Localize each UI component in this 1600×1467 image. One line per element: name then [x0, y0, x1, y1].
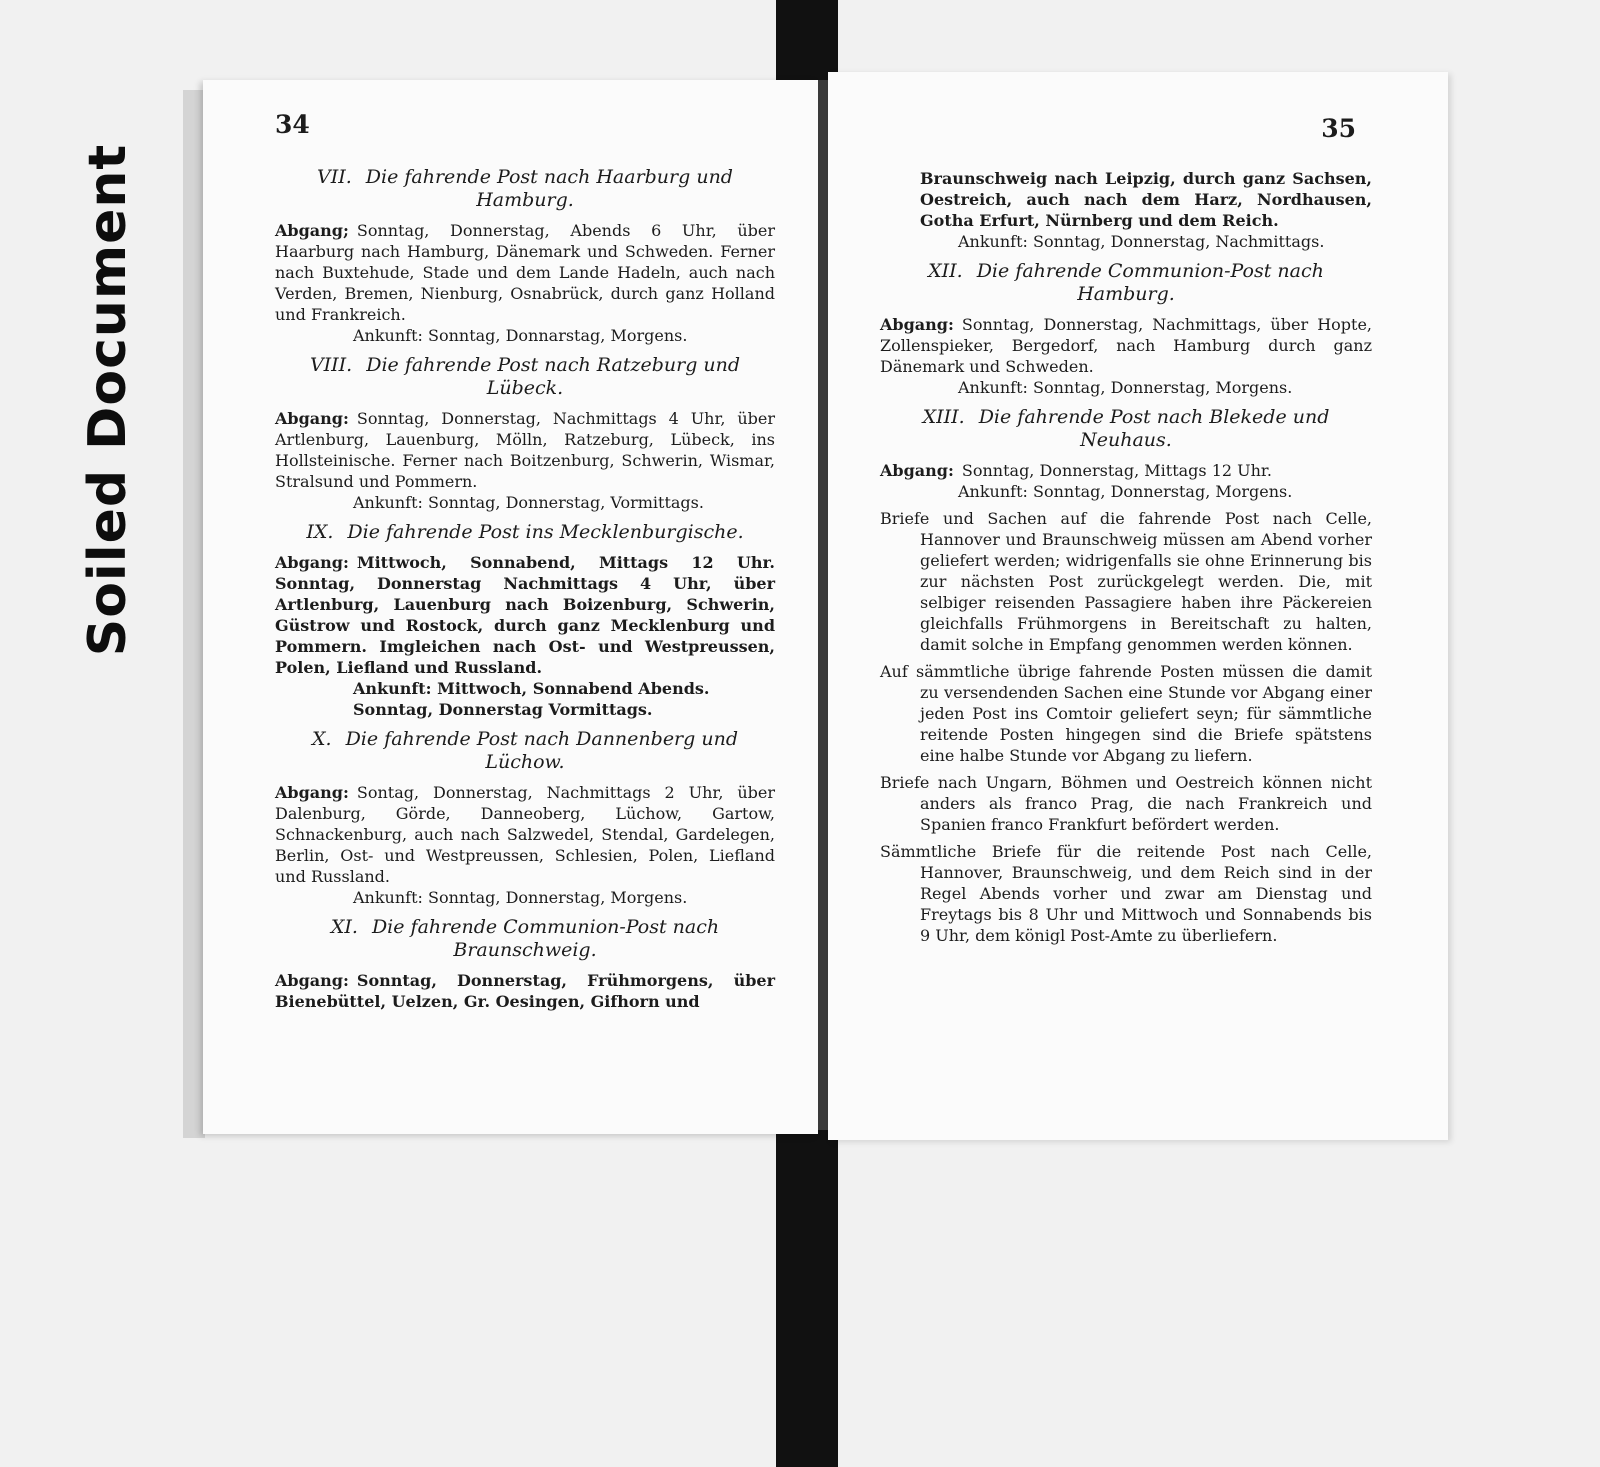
arrival-entry: Ankunft: Sonntag, Donnarstag, Morgens. [353, 326, 688, 345]
note-paragraph: Sämmtliche Briefe für die reitende Post nach Celle, Hannover, Braunschweig, und dem Reich sind in der Regel Abends vorher und zwar am Dienstag und Freytags bis 8 Uhr und Mittwoch und Sonnabends bis 9 Uhr, dem königl Post-Amte zu überliefern. [880, 842, 1372, 945]
section-heading: XIII. Die fahrende Post nach Blekede und Neuhaus. [922, 406, 1330, 451]
left-page [203, 80, 818, 1134]
departure-entry: Abgang; Sonntag, Donnerstag, Abends 6 Uhr, über Haarburg nach Hamburg, Dänemark und Schweden. Ferner nach Buxtehude, Stade und dem Lande Hadeln, auch nach Verden, Bremen, Nienburg, Osnabrück, durch ganz Holland und Frankreich. [275, 221, 775, 324]
section-heading: XI. Die fahrende Communion-Post nach Braunschweig. [330, 916, 720, 961]
arrival-entry: Ankunft: Sonntag, Donnerstag, Morgens. [958, 482, 1293, 501]
right-page-text [880, 168, 1372, 952]
section-heading: VII. Die fahrende Post nach Haarburg und Hamburg. [317, 166, 733, 211]
right-page [828, 72, 1448, 1140]
note-paragraph: Briefe nach Ungarn, Böhmen und Oestreich können nicht anders als franco Prag, die nach Frankreich und Spanien franco Frankfurt befördert werden. [880, 773, 1372, 834]
section-heading: VIII. Die fahrende Post nach Ratzeburg und Lübeck. [309, 354, 741, 399]
departure-entry: Abgang: Sonntag, Donnerstag, Nachmittags, über Hopte, Zollenspieker, Bergedorf, nach Hamburg durch ganz Dänemark und Schweden. [880, 315, 1372, 376]
departure-entry: Abgang: Sonntag, Donnerstag, Nachmittags 4 Uhr, über Artlenburg, Lauenburg, Mölln, Ratzeburg, Lübeck, ins Hollsteinische. Ferner nach Boitzenburg, Schwerin, Wismar, Stralsund und Pommern. [275, 409, 775, 491]
book-edge [183, 90, 205, 1138]
departure-entry: Abgang: Sonntag, Donnerstag, Frühmorgens, über Bienebüttel, Uelzen, Gr. Oesingen, Gifhorn und [275, 971, 775, 1011]
page-number-right: 35 [1321, 114, 1356, 143]
arrival-entry: Ankunft: Sonntag, Donnerstag, Nachmittags. [958, 232, 1325, 251]
note-paragraph: Briefe und Sachen auf die fahrende Post nach Celle, Hannover und Braunschweig müssen am Abend vorher geliefert werden; widrigenfalls sie ohne Erinnerung bis zur nächsten Post zurückgelegt werden. Die, mit selbiger reisenden Passagiere haben ihre Päckereien gleichfalls Frühmorgens in Bereitschaft zu halten, damit solche in Empfang genommen werden können. [880, 509, 1372, 654]
departure-entry: Abgang: Sonntag, Donnerstag, Mittags 12 Uhr. [880, 461, 1272, 480]
departure-entry: Abgang: Mittwoch, Sonnabend, Mittags 12 Uhr. Sonntag, Donnerstag Nachmittags 4 Uhr, über Artlenburg, Lauenburg nach Boizenburg, Schwerin, Güstrow und Rostock, durch ganz Mecklenburg und Pommern. Imgleichen nach Ost- und Westpreussen, Polen, Liefland und Russland. [275, 553, 775, 677]
spine-gutter [818, 80, 828, 1130]
departure-entry: Abgang: Sontag, Donnerstag, Nachmittags 2 Uhr, über Dalenburg, Görde, Danneoberg, Lüchow, Gartow, Schnackenburg, auch nach Salzwedel, Stendal, Gardelegen, Berlin, Ost- und Westpreussen, Schlesien, Polen, Liefland und Russland. [275, 783, 775, 886]
page-number-left: 34 [275, 110, 310, 139]
section-heading: XII. Die fahrende Communion-Post nach Hamburg. [928, 260, 1324, 305]
left-page-text [275, 158, 775, 1012]
spine-top [776, 0, 838, 80]
continuation-text: Braunschweig nach Leipzig, durch ganz Sachsen, Oestreich, auch nach dem Harz, Nordhausen, Gotha Erfurt, Nürnberg und dem Reich. [920, 169, 1372, 230]
arrival-entry: Ankunft: Sonntag, Donnerstag, Morgens. [353, 888, 688, 907]
spine-bottom [776, 1130, 838, 1467]
section-heading: IX. Die fahrende Post ins Mecklenburgische. [306, 521, 744, 543]
arrival-entry: Ankunft: Sonntag, Donnerstag, Morgens. [958, 378, 1293, 397]
section-heading: X. Die fahrende Post nach Dannenberg und Lüchow. [312, 728, 738, 773]
side-label: Soiled Document [78, 143, 139, 657]
arrival-entry: Ankunft: Sonntag, Donnerstag, Vormittags. [353, 493, 704, 512]
note-paragraph: Auf sämmtliche übrige fahrende Posten müssen die damit zu versendenden Sachen eine Stunde vor Abgang einer jeden Post ins Comtoir geliefert seyn; für sämmtliche reitende Posten hingegen sind die Briefe spätstens eine halbe Stunde vor Abgang zu liefern. [880, 662, 1372, 765]
arrival-entry: Ankunft: Mittwoch, Sonnabend Abends. Sonntag, Donnerstag Vormittags. [353, 679, 710, 719]
